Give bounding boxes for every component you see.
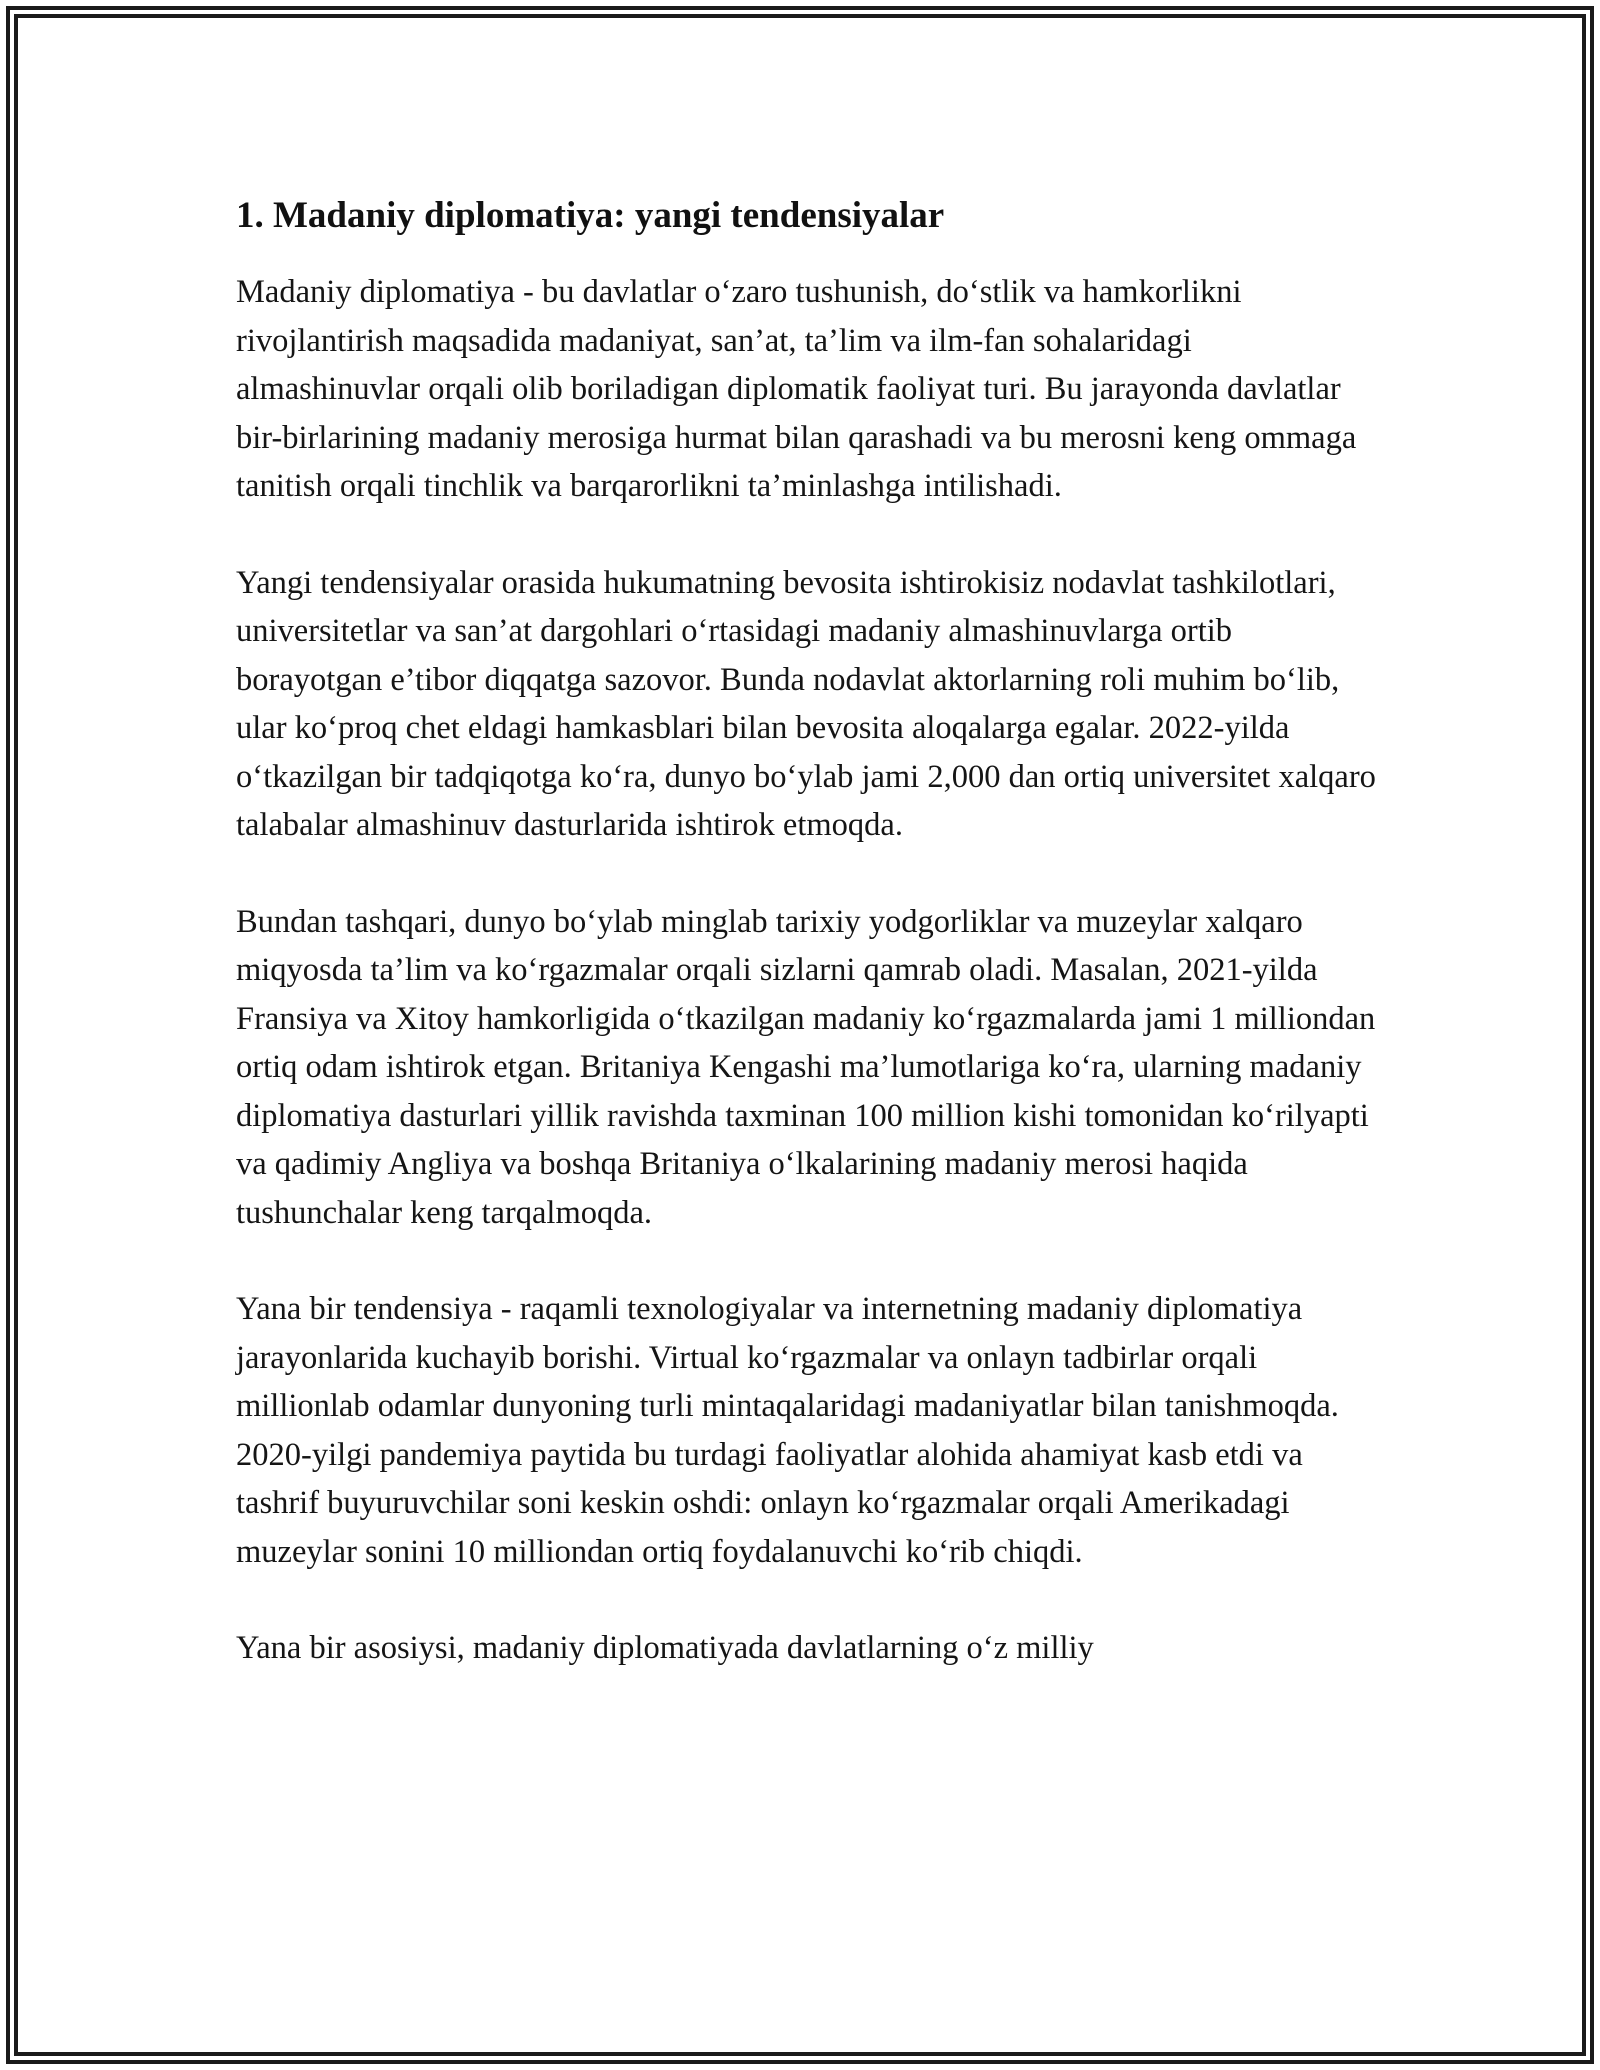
paragraph-heritage-exhibitions: Bundan tashqari, dunyo bo‘ylab minglab tarixiy yodgorliklar va muzeylar xalqaro miqyosda ta’lim va ko‘rgazmalar orqali sizlarni qamrab oladi. Masalan, 2021-yilda Fransiya va Xitoy hamkorligida o‘tkazilgan madaniy ko‘rgazmalarda jami 1 milliondan ortiq odam ishtirok etgan. Britaniya Kengashi ma’lumotlariga ko‘ra, ularning madaniy diplomatiya dasturlari yillik ravishda taxminan 100 million kishi tomonidan ko‘rilyapti va qadimiy Angliya va boshqa Britaniya o‘lkalarining madaniy merosi haqida tushunchalar keng tarqalmoqda. — [236, 903, 1376, 1231]
paragraph-non-state-actors: Yangi tendensiyalar orasida hukumatning bevosita ishtirokisiz nodavlat tashkilotlari, universitetlar va san’at dargohlari o‘rtasidagi madaniy almashinuvlarga ortib borayotgan e’tibor diqqatga sazovor. Bunda nodavlat aktorlarning roli muhim bo‘lib, ular ko‘proq chet eldagi hamkasblari bilan bevosita aloqalarga egalar. 2022-yilda o‘tkazilgan bir tadqiqotga ko‘ra, dunyo bo‘ylab jami 2,000 dan ortiq universitet xalqaro talabalar almashinuv dasturlarida ishtirok etmoqda. — [236, 564, 1376, 843]
paragraph-definition: Madaniy diplomatiya - bu davlatlar o‘zaro tushunish, do‘stlik va hamkorlikni rivojlantirish maqsadida madaniyat, san’at, ta’lim va ilm-fan sohalaridagi almashinuvlar orqali olib boriladigan diplomatik faoliyat turi. Bu jarayonda davlatlar bir-birlarining madaniy merosiga hurmat bilan qarashadi va bu merosni keng ommaga tanitish orqali tinchlik va barqarorlikni ta’minlashga intilishadi. — [236, 274, 1357, 504]
section-heading: 1. Madaniy diplomatiya: yangi tendensiyalar — [236, 195, 945, 236]
paragraph-digital-technologies: Yana bir tendensiya - raqamli texnologiyalar va internetning madaniy diplomatiya jarayonlarida kuchayib borishi. Virtual ko‘rgazmalar va onlayn tadbirlar orqali millionlab odamlar dunyoning turli mintaqalaridagi madaniyatlar bilan tanishmoqda. 2020-yilgi pandemiya paytida bu turdagi faoliyatlar alohida ahamiyat kasb etdi va tashrif buyuruvchilar soni keskin oshdi: onlayn ko‘rgazmalar orqali Amerikadagi muzeylar sonini 10 milliondan ortiq foydalanuvchi ko‘rib chiqdi. — [236, 1291, 1339, 1570]
paragraph-national-identity: Yana bir asosiysi, madaniy diplomatiyada davlatlarning o‘z milliy — [236, 1630, 1094, 1666]
document-body — [236, 188, 1376, 1673]
